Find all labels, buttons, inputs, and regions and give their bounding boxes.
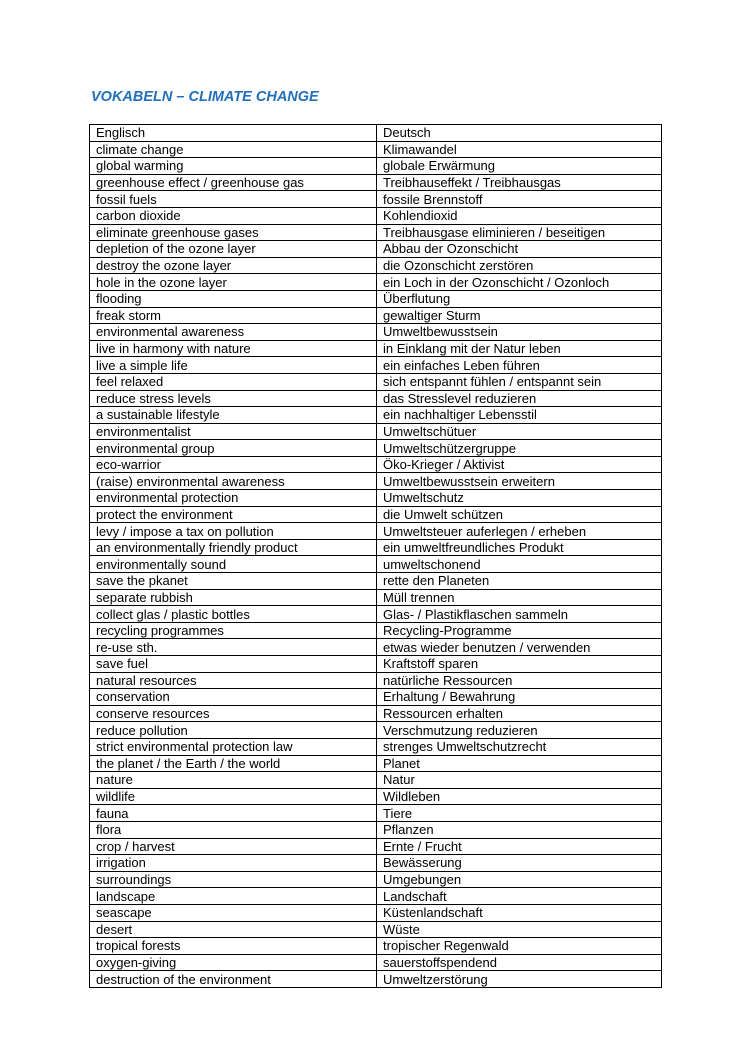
cell-english: reduce pollution — [90, 722, 377, 739]
cell-german: Umweltschütuer — [377, 423, 662, 440]
table-row — [90, 373, 662, 390]
cell-german: Bewässerung — [377, 855, 662, 872]
table-row — [90, 738, 662, 755]
table-row — [90, 589, 662, 606]
cell-german: Umweltbewusstsein — [377, 324, 662, 341]
table-header-row — [90, 125, 662, 142]
table-row — [90, 755, 662, 772]
cell-german: rette den Planeten — [377, 573, 662, 590]
cell-english: reduce stress levels — [90, 390, 377, 407]
cell-english: an environmentally friendly product — [90, 539, 377, 556]
cell-german: Abbau der Ozonschicht — [377, 241, 662, 258]
vocabulary-table — [89, 124, 662, 988]
table-row — [90, 407, 662, 424]
cell-english: fossil fuels — [90, 191, 377, 208]
cell-english: irrigation — [90, 855, 377, 872]
table-row — [90, 390, 662, 407]
cell-german: in Einklang mit der Natur leben — [377, 340, 662, 357]
cell-english: flooding — [90, 290, 377, 307]
cell-english: environmental awareness — [90, 324, 377, 341]
cell-german: Treibhausgase eliminieren / beseitigen — [377, 224, 662, 241]
cell-english: separate rubbish — [90, 589, 377, 606]
table-row — [90, 357, 662, 374]
cell-english: feel relaxed — [90, 373, 377, 390]
table-row — [90, 722, 662, 739]
cell-german: Umgebungen — [377, 871, 662, 888]
table-row — [90, 855, 662, 872]
cell-english: conserve resources — [90, 705, 377, 722]
cell-german: Glas- / Plastikflaschen sammeln — [377, 606, 662, 623]
cell-english: save fuel — [90, 656, 377, 673]
cell-german: Wildleben — [377, 788, 662, 805]
cell-english: greenhouse effect / greenhouse gas — [90, 174, 377, 191]
table-row — [90, 224, 662, 241]
cell-german: Treibhauseffekt / Treibhausgas — [377, 174, 662, 191]
cell-english: protect the environment — [90, 506, 377, 523]
cell-german: Müll trennen — [377, 589, 662, 606]
cell-english: (raise) environmental awareness — [90, 473, 377, 490]
cell-english: hole in the ozone layer — [90, 274, 377, 291]
table-row — [90, 241, 662, 258]
cell-german: etwas wieder benutzen / verwenden — [377, 639, 662, 656]
table-row — [90, 622, 662, 639]
cell-english: wildlife — [90, 788, 377, 805]
table-row — [90, 954, 662, 971]
cell-english: save the pkanet — [90, 573, 377, 590]
table-row — [90, 821, 662, 838]
cell-english: eco-warrior — [90, 456, 377, 473]
cell-english: oxygen-giving — [90, 954, 377, 971]
cell-german: Ressourcen erhalten — [377, 705, 662, 722]
cell-german: tropischer Regenwald — [377, 938, 662, 955]
table-row — [90, 141, 662, 158]
table-row — [90, 207, 662, 224]
table-row — [90, 340, 662, 357]
cell-german: das Stresslevel reduzieren — [377, 390, 662, 407]
cell-english: flora — [90, 821, 377, 838]
table-row — [90, 938, 662, 955]
cell-english: seascape — [90, 904, 377, 921]
table-row — [90, 606, 662, 623]
cell-english: destroy the ozone layer — [90, 257, 377, 274]
table-row — [90, 539, 662, 556]
cell-german: Landschaft — [377, 888, 662, 905]
page-title: VOKABELN – CLIMATE CHANGE — [91, 89, 319, 105]
cell-english: natural resources — [90, 672, 377, 689]
cell-english: levy / impose a tax on pollution — [90, 523, 377, 540]
cell-english: freak storm — [90, 307, 377, 324]
table-row — [90, 772, 662, 789]
table-row — [90, 523, 662, 540]
cell-english: destruction of the environment — [90, 971, 377, 988]
table-row — [90, 324, 662, 341]
cell-german: Küstenlandschaft — [377, 904, 662, 921]
cell-english: environmentally sound — [90, 556, 377, 573]
cell-english: landscape — [90, 888, 377, 905]
cell-english: carbon dioxide — [90, 207, 377, 224]
cell-german: Pflanzen — [377, 821, 662, 838]
table-row — [90, 556, 662, 573]
cell-english: depletion of the ozone layer — [90, 241, 377, 258]
table-row — [90, 888, 662, 905]
cell-german: Ernte / Frucht — [377, 838, 662, 855]
cell-german: Überflutung — [377, 290, 662, 307]
cell-german: Recycling-Programme — [377, 622, 662, 639]
table-row — [90, 788, 662, 805]
cell-german: globale Erwärmung — [377, 158, 662, 175]
table-row — [90, 158, 662, 175]
cell-english: live in harmony with nature — [90, 340, 377, 357]
cell-english: environmental protection — [90, 490, 377, 507]
cell-english: strict environmental protection law — [90, 738, 377, 755]
cell-english: climate change — [90, 141, 377, 158]
table-row — [90, 672, 662, 689]
table-row — [90, 921, 662, 938]
cell-english: environmentalist — [90, 423, 377, 440]
cell-german: die Ozonschicht zerstören — [377, 257, 662, 274]
table-row — [90, 705, 662, 722]
cell-german: Tiere — [377, 805, 662, 822]
cell-english: global warming — [90, 158, 377, 175]
cell-german: ein nachhaltiger Lebensstil — [377, 407, 662, 424]
table-row — [90, 423, 662, 440]
cell-german: Wüste — [377, 921, 662, 938]
cell-german: Planet — [377, 755, 662, 772]
cell-german: Erhaltung / Bewahrung — [377, 689, 662, 706]
table-row — [90, 440, 662, 457]
table-row — [90, 689, 662, 706]
cell-english: conservation — [90, 689, 377, 706]
cell-english: crop / harvest — [90, 838, 377, 855]
cell-german: Kraftstoff sparen — [377, 656, 662, 673]
cell-english: collect glas / plastic bottles — [90, 606, 377, 623]
cell-german: sauerstoffspendend — [377, 954, 662, 971]
cell-german: umweltschonend — [377, 556, 662, 573]
cell-english: a sustainable lifestyle — [90, 407, 377, 424]
cell-english: nature — [90, 772, 377, 789]
cell-german: Klimawandel — [377, 141, 662, 158]
cell-german: Kohlendioxid — [377, 207, 662, 224]
table-row — [90, 805, 662, 822]
cell-german: Umweltschutz — [377, 490, 662, 507]
cell-german: Umweltzerstörung — [377, 971, 662, 988]
table-row — [90, 307, 662, 324]
cell-german: Umweltschützergruppe — [377, 440, 662, 457]
table-row — [90, 904, 662, 921]
cell-english: surroundings — [90, 871, 377, 888]
cell-english: the planet / the Earth / the world — [90, 755, 377, 772]
table-row — [90, 656, 662, 673]
cell-english: fauna — [90, 805, 377, 822]
cell-german: Öko-Krieger / Aktivist — [377, 456, 662, 473]
cell-german: gewaltiger Sturm — [377, 307, 662, 324]
table-row — [90, 456, 662, 473]
cell-german: fossile Brennstoff — [377, 191, 662, 208]
cell-english: eliminate greenhouse gases — [90, 224, 377, 241]
cell-english: environmental group — [90, 440, 377, 457]
header-cell-german: Deutsch — [377, 125, 662, 142]
cell-english: live a simple life — [90, 357, 377, 374]
cell-german: die Umwelt schützen — [377, 506, 662, 523]
cell-english: tropical forests — [90, 938, 377, 955]
cell-german: ein umweltfreundliches Produkt — [377, 539, 662, 556]
cell-german: natürliche Ressourcen — [377, 672, 662, 689]
table-row — [90, 473, 662, 490]
cell-english: re-use sth. — [90, 639, 377, 656]
cell-german: Umweltbewusstsein erweitern — [377, 473, 662, 490]
table-row — [90, 573, 662, 590]
table-row — [90, 506, 662, 523]
table-row — [90, 174, 662, 191]
table-row — [90, 490, 662, 507]
cell-german: strenges Umweltschutzrecht — [377, 738, 662, 755]
cell-german: sich entspannt fühlen / entspannt sein — [377, 373, 662, 390]
cell-german: Natur — [377, 772, 662, 789]
cell-english: recycling programmes — [90, 622, 377, 639]
table-row — [90, 838, 662, 855]
cell-german: Umweltsteuer auferlegen / erheben — [377, 523, 662, 540]
cell-german: ein Loch in der Ozonschicht / Ozonloch — [377, 274, 662, 291]
header-cell-english: Englisch — [90, 125, 377, 142]
cell-german: ein einfaches Leben führen — [377, 357, 662, 374]
cell-german: Verschmutzung reduzieren — [377, 722, 662, 739]
table-row — [90, 871, 662, 888]
table-row — [90, 257, 662, 274]
table-row — [90, 971, 662, 988]
table-row — [90, 274, 662, 291]
cell-english: desert — [90, 921, 377, 938]
table-row — [90, 639, 662, 656]
table-row — [90, 191, 662, 208]
table-row — [90, 290, 662, 307]
